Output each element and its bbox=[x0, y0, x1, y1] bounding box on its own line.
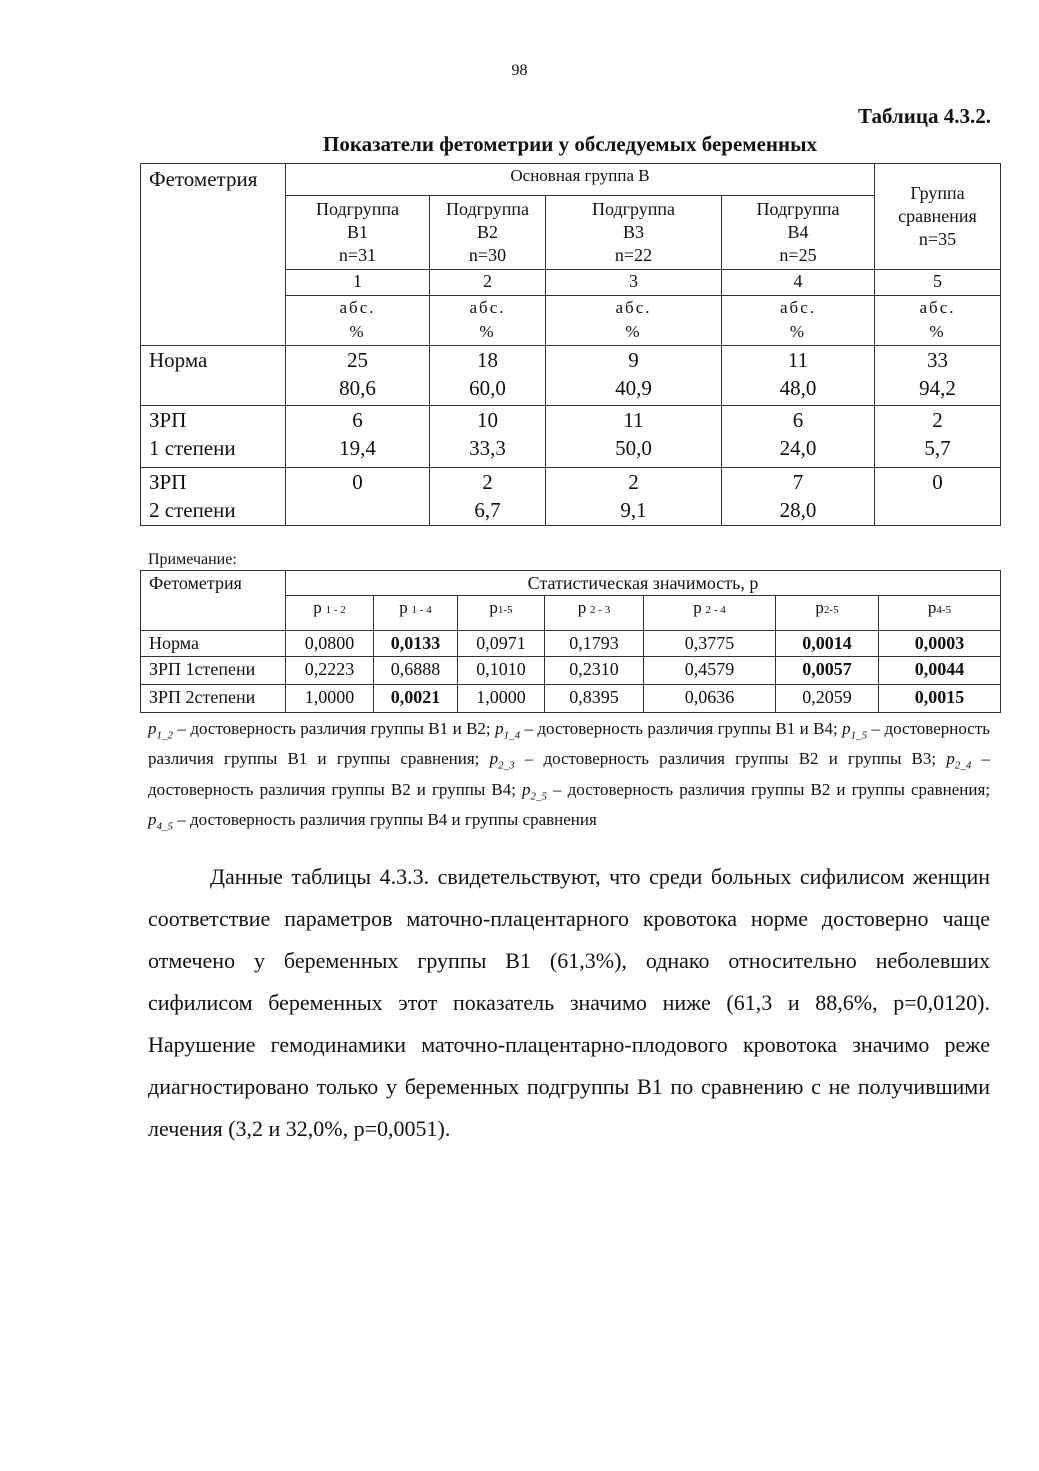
data-cell: 2 6,7 bbox=[430, 468, 546, 526]
p-value: 0,2223 bbox=[286, 657, 374, 685]
column-number: 1 bbox=[286, 270, 430, 296]
p-value: 0,0021 bbox=[374, 685, 458, 713]
data-cell: 18 60,0 bbox=[430, 346, 546, 406]
p-value: 0,1793 bbox=[545, 631, 644, 657]
data-cell: 25 80,6 bbox=[286, 346, 430, 406]
p-value: 0,0800 bbox=[286, 631, 374, 657]
stat-row-label: Норма bbox=[141, 631, 286, 657]
p-value: 0,2059 bbox=[776, 685, 879, 713]
table-row bbox=[141, 631, 1001, 657]
data-cell: 0 bbox=[286, 468, 430, 526]
p-value: 0,6888 bbox=[374, 657, 458, 685]
stat-row-label: ЗРП 1степени bbox=[141, 657, 286, 685]
subgroup-header-b1: Подгруппа В1 n=31 bbox=[286, 196, 430, 270]
significance-header: Статистическая значимость, р bbox=[286, 571, 1001, 596]
column-number: 2 bbox=[430, 270, 546, 296]
p-value: 1,0000 bbox=[286, 685, 374, 713]
p-header: p 2 - 4 bbox=[644, 596, 776, 631]
p-header: p 1 - 4 bbox=[374, 596, 458, 631]
compare-group-header: Группа сравнения n=35 bbox=[875, 164, 1001, 270]
unit-cell: абс. % bbox=[430, 296, 546, 346]
fetometry-table bbox=[140, 163, 1001, 526]
p-value: 0,0971 bbox=[458, 631, 545, 657]
p-header: p4-5 bbox=[879, 596, 1001, 631]
data-cell: 6 24,0 bbox=[722, 406, 875, 468]
p-value: 1,0000 bbox=[458, 685, 545, 713]
p-value: 0,0014 bbox=[776, 631, 879, 657]
table-row bbox=[141, 346, 1001, 406]
table-row bbox=[141, 657, 1001, 685]
p-value: 0,0003 bbox=[879, 631, 1001, 657]
table-label: Таблица 4.3.2. bbox=[858, 104, 991, 128]
row-label-fgr1: ЗРП 1 степени bbox=[141, 406, 286, 468]
data-cell: 2 9,1 bbox=[546, 468, 722, 526]
data-cell: 33 94,2 bbox=[875, 346, 1001, 406]
p-value: 0,3775 bbox=[644, 631, 776, 657]
table-row bbox=[141, 468, 1001, 526]
row-label-norm: Норма bbox=[141, 346, 286, 406]
unit-cell: абс. % bbox=[875, 296, 1001, 346]
table-row bbox=[141, 685, 1001, 713]
subgroup-header-b2: Подгруппа В2 n=30 bbox=[430, 196, 546, 270]
p-header: p1-5 bbox=[458, 596, 545, 631]
p-header: p 2 - 3 bbox=[545, 596, 644, 631]
table-title: Показатели фетометрии у обследуемых беременных bbox=[322, 132, 817, 156]
table-row bbox=[141, 406, 1001, 468]
data-cell: 2 5,7 bbox=[875, 406, 1001, 468]
p-value: 0,2310 bbox=[545, 657, 644, 685]
column-number: 5 bbox=[875, 270, 1001, 296]
data-cell: 10 33,3 bbox=[430, 406, 546, 468]
row-label-fgr2: ЗРП 2 степени bbox=[141, 468, 286, 526]
p-header: p 1 - 2 bbox=[286, 596, 374, 631]
note-label: Примечание: bbox=[148, 551, 237, 568]
main-group-header: Основная группа В bbox=[286, 164, 875, 196]
unit-cell: абс. % bbox=[286, 296, 430, 346]
p-value: 0,0636 bbox=[644, 685, 776, 713]
stat-fetometry-header: Фетометрия bbox=[141, 571, 286, 631]
p-value: 0,4579 bbox=[644, 657, 776, 685]
data-cell: 11 50,0 bbox=[546, 406, 722, 468]
p-value: 0,0133 bbox=[374, 631, 458, 657]
column-number: 4 bbox=[722, 270, 875, 296]
subgroup-header-b4: Подгруппа В4 n=25 bbox=[722, 196, 875, 270]
fetometry-header: Фетометрия bbox=[141, 164, 286, 346]
subgroup-header-b3: Подгруппа В3 n=22 bbox=[546, 196, 722, 270]
column-number: 3 bbox=[546, 270, 722, 296]
page-number: 98 bbox=[511, 62, 528, 79]
p-value: 0,0057 bbox=[776, 657, 879, 685]
significance-table bbox=[140, 570, 1001, 713]
p-value: 0,0044 bbox=[879, 657, 1001, 685]
p-header: p2-5 bbox=[776, 596, 879, 631]
body-paragraph: Данные таблицы 4.3.3. свидетельствуют, что среди больных сифилисом женщин соответствие параметров маточно-плацентарного кровотока норме достоверно чаще отмечено у беременных группы В1 (61,3%), однако относительно неболевших сифилисом беременных этот показатель значимо ниже (61,3 и 88,6%, p=0,0120). Нарушение гемодинамики маточно-плацентарно-плодового кровотока значимо реже диагностировано только у беременных подгруппы В1 по сравнению с не получившими лечения (3,2 и 32,0%, p=0,0051). bbox=[148, 864, 990, 1141]
body-text bbox=[148, 856, 990, 1150]
unit-cell: абс. % bbox=[722, 296, 875, 346]
data-cell: 9 40,9 bbox=[546, 346, 722, 406]
data-cell: 7 28,0 bbox=[722, 468, 875, 526]
significance-legend: $p_{1\_2}$ – достоверность различия группы В1 и В2; $p_{1\_4}$ – достоверность различия группы В1 и В4; $p_{1\_5}$ – достоверность различия группы В1 и группы сравнения; $p_{2\_3}$ – достоверность различия группы В2 и группы В3; $p_{2\_4}$ – достоверность различия группы В2 и группы В4; $p_{2\_5}$ – достоверность различия группы В2 и группы сравнения; $p_{4\_5}$ – достоверность различия группы В4 и группы сравнения bbox=[148, 719, 991, 833]
p-value: 0,1010 bbox=[458, 657, 545, 685]
p-value: 0,8395 bbox=[545, 685, 644, 713]
data-cell: 11 48,0 bbox=[722, 346, 875, 406]
stat-row-label: ЗРП 2степени bbox=[141, 685, 286, 713]
data-cell: 0 bbox=[875, 468, 1001, 526]
p-value: 0,0015 bbox=[879, 685, 1001, 713]
data-cell: 6 19,4 bbox=[286, 406, 430, 468]
unit-cell: абс. % bbox=[546, 296, 722, 346]
